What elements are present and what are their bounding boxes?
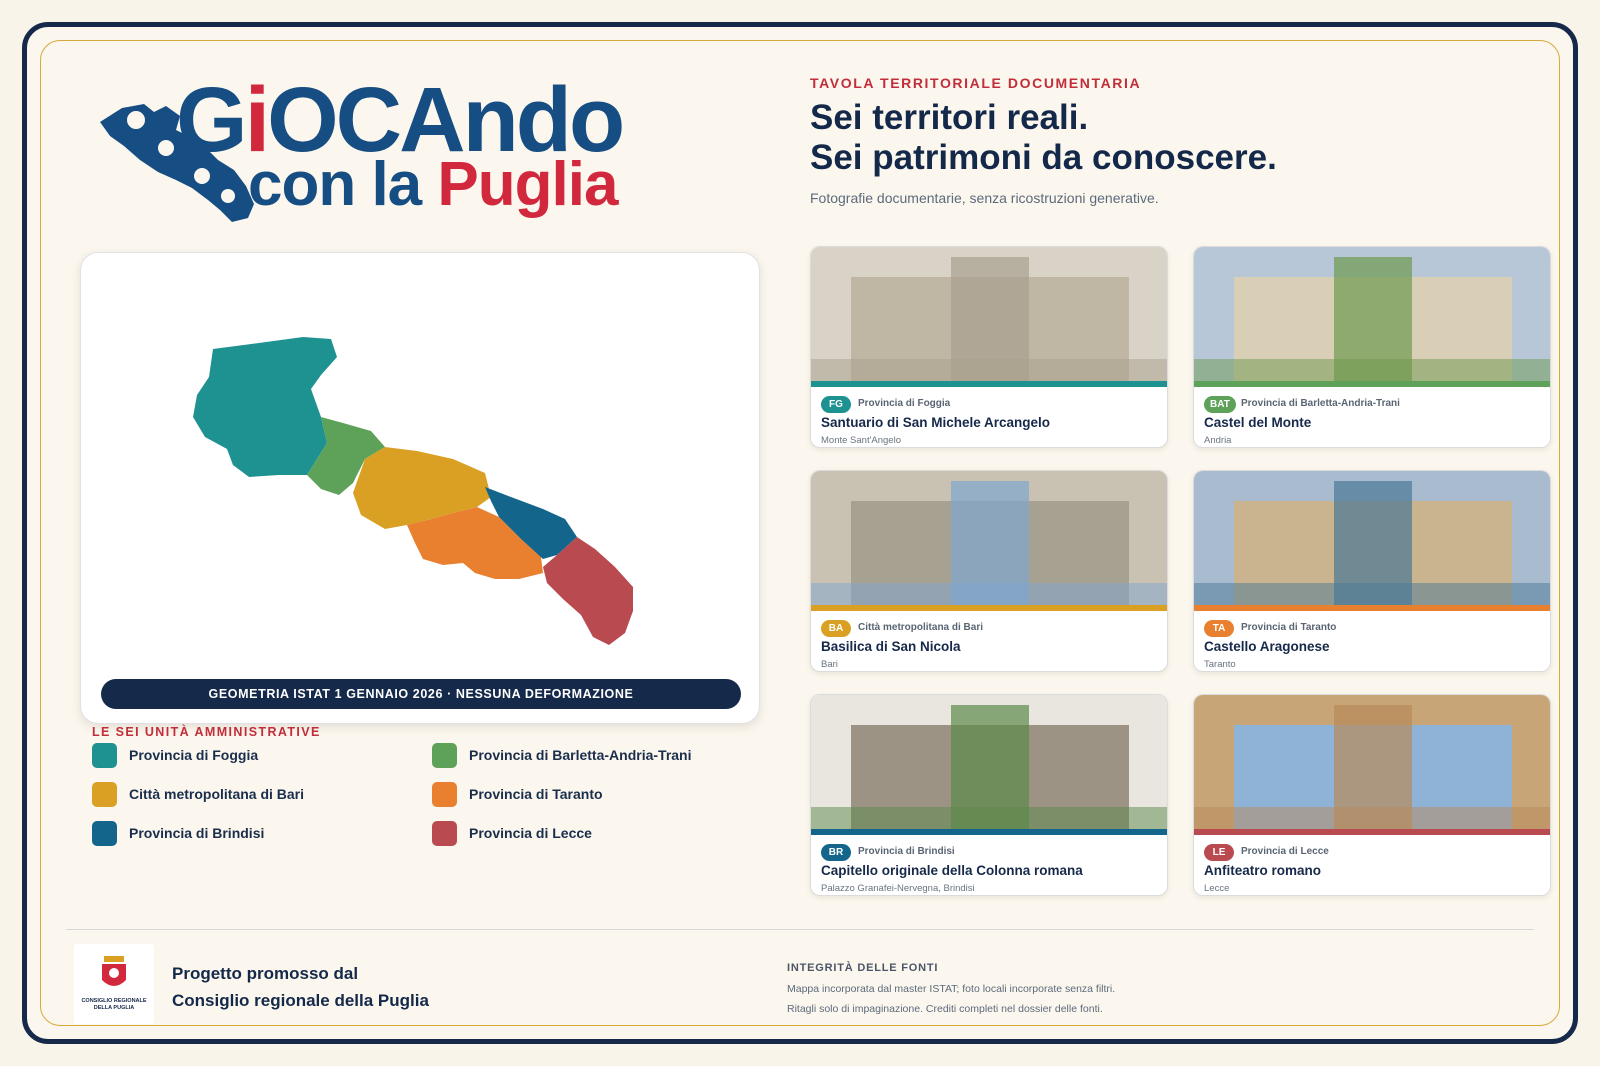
site-photo bbox=[811, 695, 1168, 829]
promo-line-1: Progetto promosso dal bbox=[172, 964, 359, 983]
site-photo bbox=[1194, 471, 1551, 605]
site-province: Provincia di Taranto bbox=[1241, 622, 1337, 633]
site-card[interactable] bbox=[810, 470, 1168, 672]
subline: Fotografie documentarie, senza ricostruzioni generative. bbox=[810, 190, 1159, 206]
puglia-map bbox=[81, 253, 761, 725]
site-place: Bari bbox=[821, 659, 838, 670]
map-card bbox=[80, 252, 760, 724]
promo-text bbox=[172, 960, 429, 1014]
site-name: Castello Aragonese bbox=[1204, 639, 1330, 654]
site-color-strip bbox=[811, 381, 1168, 387]
legend-swatch bbox=[432, 743, 457, 768]
site-province: Provincia di Lecce bbox=[1241, 846, 1329, 857]
site-province: Città metropolitana di Bari bbox=[858, 622, 984, 633]
legend-item bbox=[92, 742, 258, 768]
site-card[interactable] bbox=[810, 246, 1168, 448]
site-name: Castel del Monte bbox=[1204, 415, 1312, 430]
site-name: Santuario di San Michele Arcangelo bbox=[821, 415, 1051, 430]
legend-item bbox=[432, 742, 692, 768]
site-name: Basilica di San Nicola bbox=[821, 639, 961, 654]
legend-label: Provincia di Lecce bbox=[469, 825, 592, 841]
site-province: Provincia di Brindisi bbox=[858, 846, 955, 857]
legend-item bbox=[92, 781, 304, 807]
legend-title: LE SEI UNITÀ AMMINISTRATIVE bbox=[92, 725, 321, 739]
headline-line-2: Sei patrimoni da conoscere. bbox=[810, 138, 1277, 177]
legend-swatch bbox=[92, 743, 117, 768]
integrity-title: INTEGRITÀ DELLE FONTI bbox=[787, 962, 939, 974]
site-badge: BR bbox=[821, 844, 851, 861]
legend-swatch bbox=[92, 821, 117, 846]
integrity-line-1: Mappa incorporata dal master ISTAT; foto locali incorporate senza filtri. bbox=[787, 983, 1116, 995]
coat-of-arms-icon bbox=[74, 944, 154, 1000]
site-badge: BA bbox=[821, 620, 851, 637]
site-badge: FG bbox=[821, 396, 851, 413]
site-badge: TA bbox=[1204, 620, 1234, 637]
logo-red-letter: i bbox=[244, 69, 268, 171]
legend-label: Provincia di Foggia bbox=[129, 747, 259, 763]
site-color-strip bbox=[811, 605, 1168, 611]
site-card[interactable] bbox=[1193, 694, 1551, 896]
site-place: Taranto bbox=[1204, 659, 1236, 670]
seal-text: CONSIGLIO REGIONALE DELLA PUGLIA bbox=[81, 998, 147, 1011]
site-photo bbox=[1194, 695, 1551, 829]
legend-label: Provincia di Barletta-Andria-Trani bbox=[469, 747, 692, 763]
site-color-strip bbox=[1194, 605, 1551, 611]
site-badge: BAT bbox=[1204, 396, 1236, 413]
legend-label: Provincia di Taranto bbox=[469, 786, 603, 802]
map-banner: GEOMETRIA ISTAT 1 GENNAIO 2026 · NESSUNA DEFORMAZIONE bbox=[101, 679, 741, 709]
region-foggia bbox=[193, 337, 337, 477]
legend-item bbox=[92, 820, 264, 846]
headline bbox=[810, 98, 1277, 178]
site-place: Lecce bbox=[1204, 883, 1230, 894]
legend-swatch bbox=[92, 782, 117, 807]
site-place: Monte Sant'Angelo bbox=[821, 435, 901, 446]
legend-swatch bbox=[432, 821, 457, 846]
giocando-logo bbox=[96, 69, 623, 234]
logo-subtitle: con la Puglia bbox=[248, 150, 618, 219]
integrity-line-2: Ritagli solo di impaginazione. Crediti completi nel dossier delle fonti. bbox=[787, 1003, 1103, 1015]
site-color-strip bbox=[1194, 829, 1551, 835]
legend-label: Provincia di Brindisi bbox=[129, 825, 265, 841]
site-card[interactable] bbox=[810, 694, 1168, 896]
logo-title: GiOCAndo bbox=[176, 69, 623, 171]
site-province: Provincia di Barletta-Andria-Trani bbox=[1241, 398, 1400, 409]
legend-swatch bbox=[432, 782, 457, 807]
footer-divider bbox=[66, 929, 1534, 930]
consiglio-seal bbox=[74, 944, 154, 1024]
legend-label: Città metropolitana di Bari bbox=[129, 786, 305, 802]
site-photo bbox=[811, 247, 1168, 381]
site-color-strip bbox=[1194, 381, 1551, 387]
site-photo bbox=[1194, 247, 1551, 381]
site-name: Anfiteatro romano bbox=[1204, 863, 1322, 878]
site-badge: LE bbox=[1204, 844, 1234, 861]
headline-line-1: Sei territori reali. bbox=[810, 98, 1089, 137]
site-province: Provincia di Foggia bbox=[858, 398, 951, 409]
eyebrow: TAVOLA TERRITORIALE DOCUMENTARIA bbox=[810, 75, 1142, 91]
site-color-strip bbox=[811, 829, 1168, 835]
site-photo bbox=[811, 471, 1168, 605]
promo-line-2: Consiglio regionale della Puglia bbox=[172, 991, 429, 1010]
site-name: Capitello originale della Colonna romana bbox=[821, 863, 1083, 878]
site-card[interactable] bbox=[1193, 470, 1551, 672]
site-place: Andria bbox=[1204, 435, 1232, 446]
site-card[interactable] bbox=[1193, 246, 1551, 448]
legend-item bbox=[432, 820, 592, 846]
site-place: Palazzo Granafei-Nervegna, Brindisi bbox=[821, 883, 975, 894]
legend-item bbox=[432, 781, 603, 807]
